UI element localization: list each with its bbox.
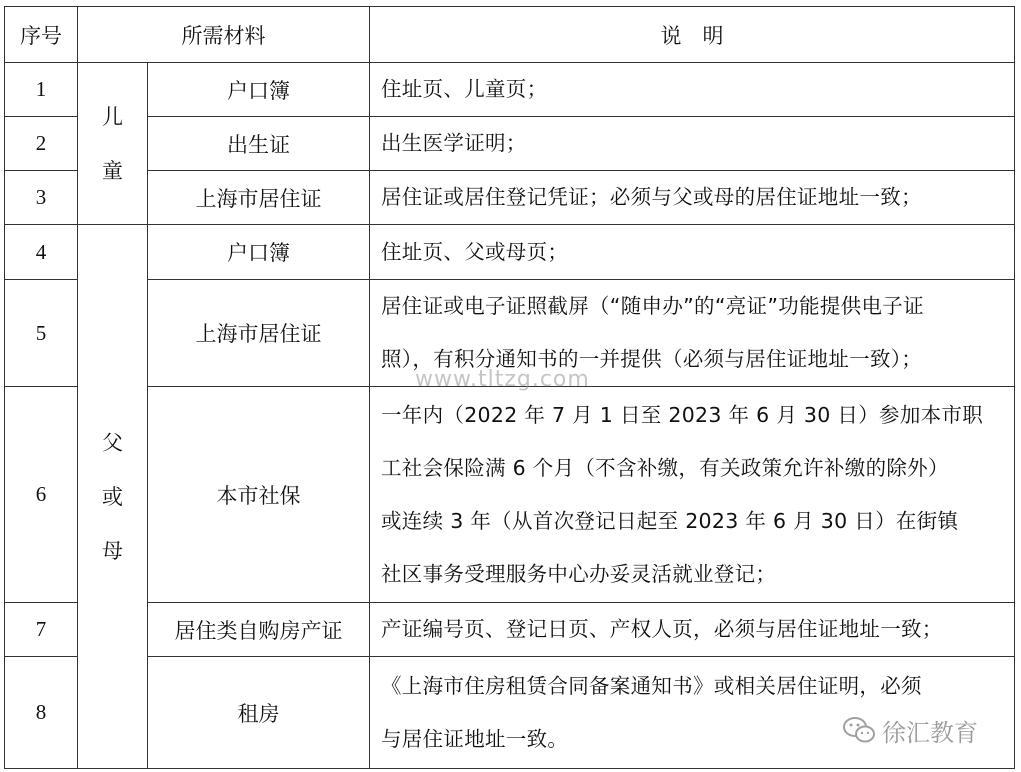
- row-desc: 住址页、儿童页；: [370, 63, 1015, 117]
- table-row: [5, 225, 1015, 280]
- row-desc: 出生医学证明；: [370, 117, 1015, 171]
- row-no: 1: [5, 63, 78, 117]
- table-row: [5, 387, 1015, 603]
- group-child-char: 童: [102, 158, 123, 183]
- row-no: 4: [5, 225, 78, 280]
- row-desc: 产证编号页、登记日页、产权人页，必须与居住证地址一致；: [370, 603, 1015, 657]
- row-material: 户口簿: [148, 225, 370, 280]
- group-parent: [78, 225, 148, 769]
- header-desc: 说 明: [370, 7, 1015, 63]
- row-no: 6: [5, 387, 78, 603]
- row-material: 上海市居住证: [148, 171, 370, 225]
- table-row: [5, 63, 1015, 117]
- row-material: 本市社保: [148, 387, 370, 603]
- group-child: [78, 63, 148, 225]
- row-no: 5: [5, 280, 78, 387]
- watermark-text: www.tltzg.com: [415, 367, 590, 392]
- table-row: [5, 603, 1015, 657]
- brand-name: 徐汇教育: [882, 718, 978, 747]
- row-no: 2: [5, 117, 78, 171]
- group-parent-char: 母: [102, 538, 123, 563]
- row-desc: 居住证或电子证照截屏（“随申办”的“亮证”功能提供电子证 照），有积分通知书的一并提供（必须与居住证地址一致）；: [370, 280, 1015, 387]
- row-desc: 住址页、父或母页；: [370, 225, 1015, 280]
- table-row: [5, 171, 1015, 225]
- table-row: [5, 117, 1015, 171]
- row-no: 8: [5, 657, 78, 769]
- row-desc: 《上海市住房租赁合同备案通知书》或相关居住证明，必须 与居住证地址一致。: [370, 657, 1015, 769]
- row-material: 出生证: [148, 117, 370, 171]
- group-parent-char: 父: [102, 430, 123, 455]
- table-header-row: [5, 7, 1015, 63]
- row-material: 上海市居住证: [148, 280, 370, 387]
- brand-badge: [842, 710, 978, 750]
- row-material: 居住类自购房产证: [148, 603, 370, 657]
- row-no: 7: [5, 603, 78, 657]
- group-child-char: 儿: [102, 104, 123, 129]
- row-no: 3: [5, 171, 78, 225]
- group-parent-char: 或: [102, 484, 123, 509]
- row-desc: 一年内（2022 年 7 月 1 日至 2023 年 6 月 30 日）参加本市职 工社会保险满 6 个月（不含补缴，有关政策允许补缴的除外） 或连续 3 年（从首次登记日起至 2023 年 6 月 30 日）在街镇 社区事务受理服务中心办妥灵活就业登记；: [370, 387, 1015, 603]
- row-material: 户口簿: [148, 63, 370, 117]
- header-no: 序号: [5, 7, 78, 63]
- row-material: 租房: [148, 657, 370, 769]
- header-material: 所需材料: [78, 7, 370, 63]
- wechat-icon: [842, 715, 876, 745]
- row-desc: 居住证或居住登记凭证；必须与父或母的居住证地址一致；: [370, 171, 1015, 225]
